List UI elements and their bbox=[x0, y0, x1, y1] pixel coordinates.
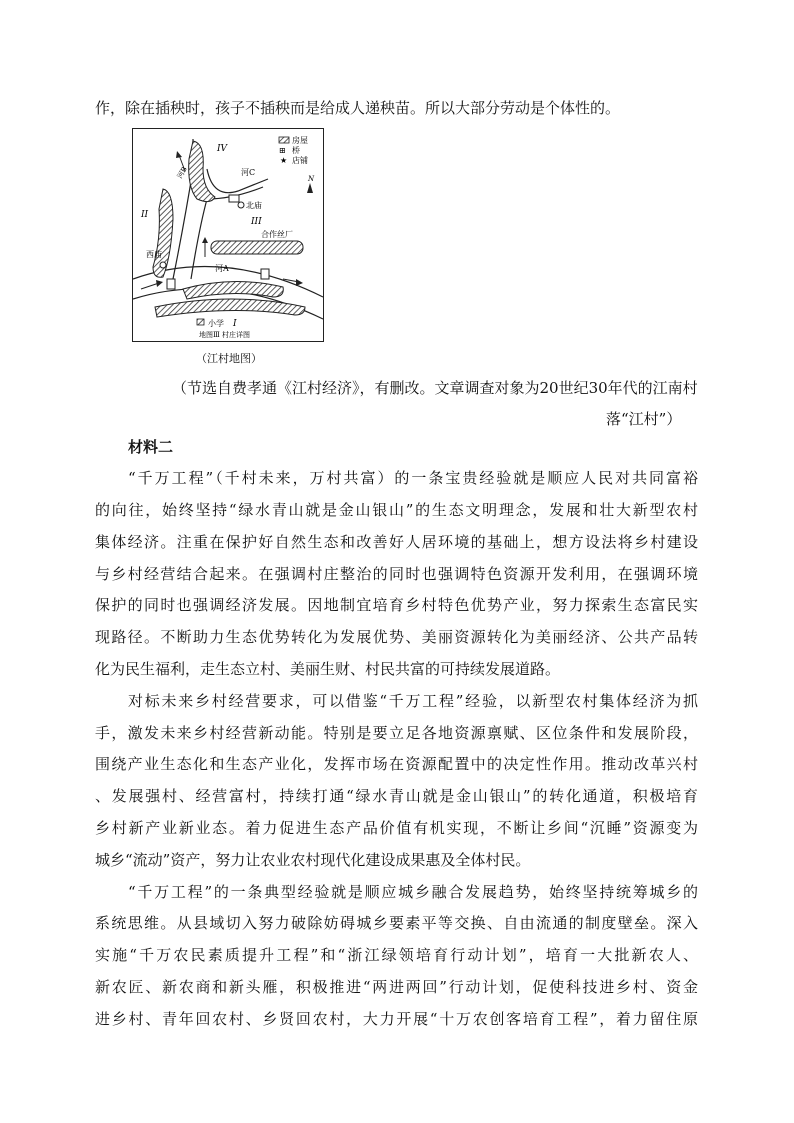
paragraph-1-line: 保护的同时也强调经济发展。因地制宜培育乡村特色优势产业，努力探索生态富民实 bbox=[95, 596, 698, 614]
zone-2-label: II bbox=[141, 210, 149, 220]
village-map bbox=[132, 128, 324, 342]
river-c-label: 河C bbox=[241, 168, 256, 177]
intro-line: 作，除在插秧时，孩子不插秧而是给成人递秧苗。所以大部分劳动是个体性的。 bbox=[95, 99, 621, 117]
paragraph-1-line: 现路径。不断助力生态优势转化为发展优势、美丽资源转化为美丽经济、公共产品转 bbox=[95, 628, 698, 646]
paragraph-1-line: 化为民生福利，走生态立村、美丽生财、村民共富的可持续发展道路。 bbox=[95, 660, 561, 678]
houses-zone-1b bbox=[155, 299, 305, 317]
paragraph-1-line: 的向往，始终坚持“绿水青山就是金山银山”的生态文明理念，发展和壮大新型农村 bbox=[95, 501, 698, 519]
houses-zone-1a bbox=[183, 281, 283, 299]
paragraph-1-line: “千万工程”（千村未来，万村共富）的一条宝贵经验就是顺应人民对共同富裕 bbox=[128, 469, 698, 487]
paragraph-3-line: 系统思维。从县域切入努力破除妨碍城乡要素平等交换、自由流通的制度壁垒。深入 bbox=[95, 914, 698, 932]
paragraph-2-line: 乡村新产业新业态。着力促进生态产品价值有机实现，不断让乡间“沉睡”资源变为 bbox=[95, 819, 698, 837]
legend-house: 房屋 bbox=[292, 136, 308, 145]
paragraph-3-line: 实施“千万农民素质提升工程”和“浙江绿领培育行动计划”，培育一大批新农人、 bbox=[95, 946, 698, 964]
paragraph-2-line: 手，激发未来乡村经营新动能。特别是要立足各地资源禀赋、区位条件和发展阶段， bbox=[95, 724, 698, 742]
paragraph-3-line: “千万工程”的一条典型经验就是顺应城乡融合发展趋势，始终坚持统筹城乡的 bbox=[128, 883, 698, 901]
source-note-line-1: （节选自费孝通《江村经济》，有删改。文章调查对象为20世纪30年代的江南村 bbox=[172, 379, 698, 397]
source-note-line-2: 落“江村”） bbox=[606, 410, 682, 428]
houses-zone-4 bbox=[189, 141, 215, 202]
legend-shop: 店铺 bbox=[292, 156, 308, 165]
north-arrow-icon bbox=[307, 183, 313, 193]
paragraph-2-line: 、发展强村、经营富村，持续打通“绿水青山就是金山银山”的转化通道，积极培育 bbox=[95, 787, 698, 805]
zone-1-label: I bbox=[233, 319, 237, 329]
paragraph-2-line: 围绕产业生态化和生态产业化，发挥市场在资源配置中的决定性作用。推动改革兴村 bbox=[95, 755, 698, 773]
section-title: 材料二 bbox=[128, 438, 174, 456]
paragraph-1-line: 与乡村经营结合起来。在强调村庄整治的同时也强调特色资源开发利用，在强调环境 bbox=[95, 565, 698, 583]
legend-bridge: 桥 bbox=[292, 146, 300, 155]
river-b-label: 河B bbox=[175, 165, 189, 180]
svg-text:★: ★ bbox=[280, 156, 288, 165]
zone-4-label: IV bbox=[217, 144, 228, 154]
houses-zone-3 bbox=[211, 241, 303, 254]
paragraph-2-line: 城乡“流动”资产，努力让农业农村现代化建设成果惠及全体村民。 bbox=[95, 851, 531, 869]
school-label: 小学 bbox=[208, 319, 224, 328]
paragraph-3-line: 新农匠、新农商和新头雁，积极推进“两进两回”行动计划，促使科技进乡村、资金 bbox=[95, 978, 698, 996]
north-temple-label: 北庙 bbox=[246, 201, 262, 210]
silk-factory-label: 合作丝厂 bbox=[261, 230, 293, 239]
map-footer: 地图Ⅲ 村庄详图 bbox=[199, 331, 250, 339]
paragraph-2-line: 对标未来乡村经营要求，可以借鉴“千万工程”经验，以新型农村集体经济为抓 bbox=[128, 692, 698, 710]
paragraph-3-line: 进乡村、青年回农村、乡贤回农村，大力开展“十万农创客培育工程”，着力留住原 bbox=[95, 1010, 698, 1028]
svg-text:⊞: ⊞ bbox=[279, 146, 286, 155]
map-caption: （江村地图） bbox=[196, 352, 262, 365]
village-map-drawing bbox=[133, 129, 323, 341]
west-temple-label: 西庙 bbox=[146, 250, 162, 259]
north-label: N bbox=[308, 175, 315, 183]
paragraph-1-line: 集体经济。注重在保护好自然生态和改善好人居环境的基础上，想方设法将乡村建设 bbox=[95, 533, 698, 551]
river-a-label: 河A bbox=[215, 264, 229, 273]
zone-3-label: III bbox=[251, 217, 262, 227]
